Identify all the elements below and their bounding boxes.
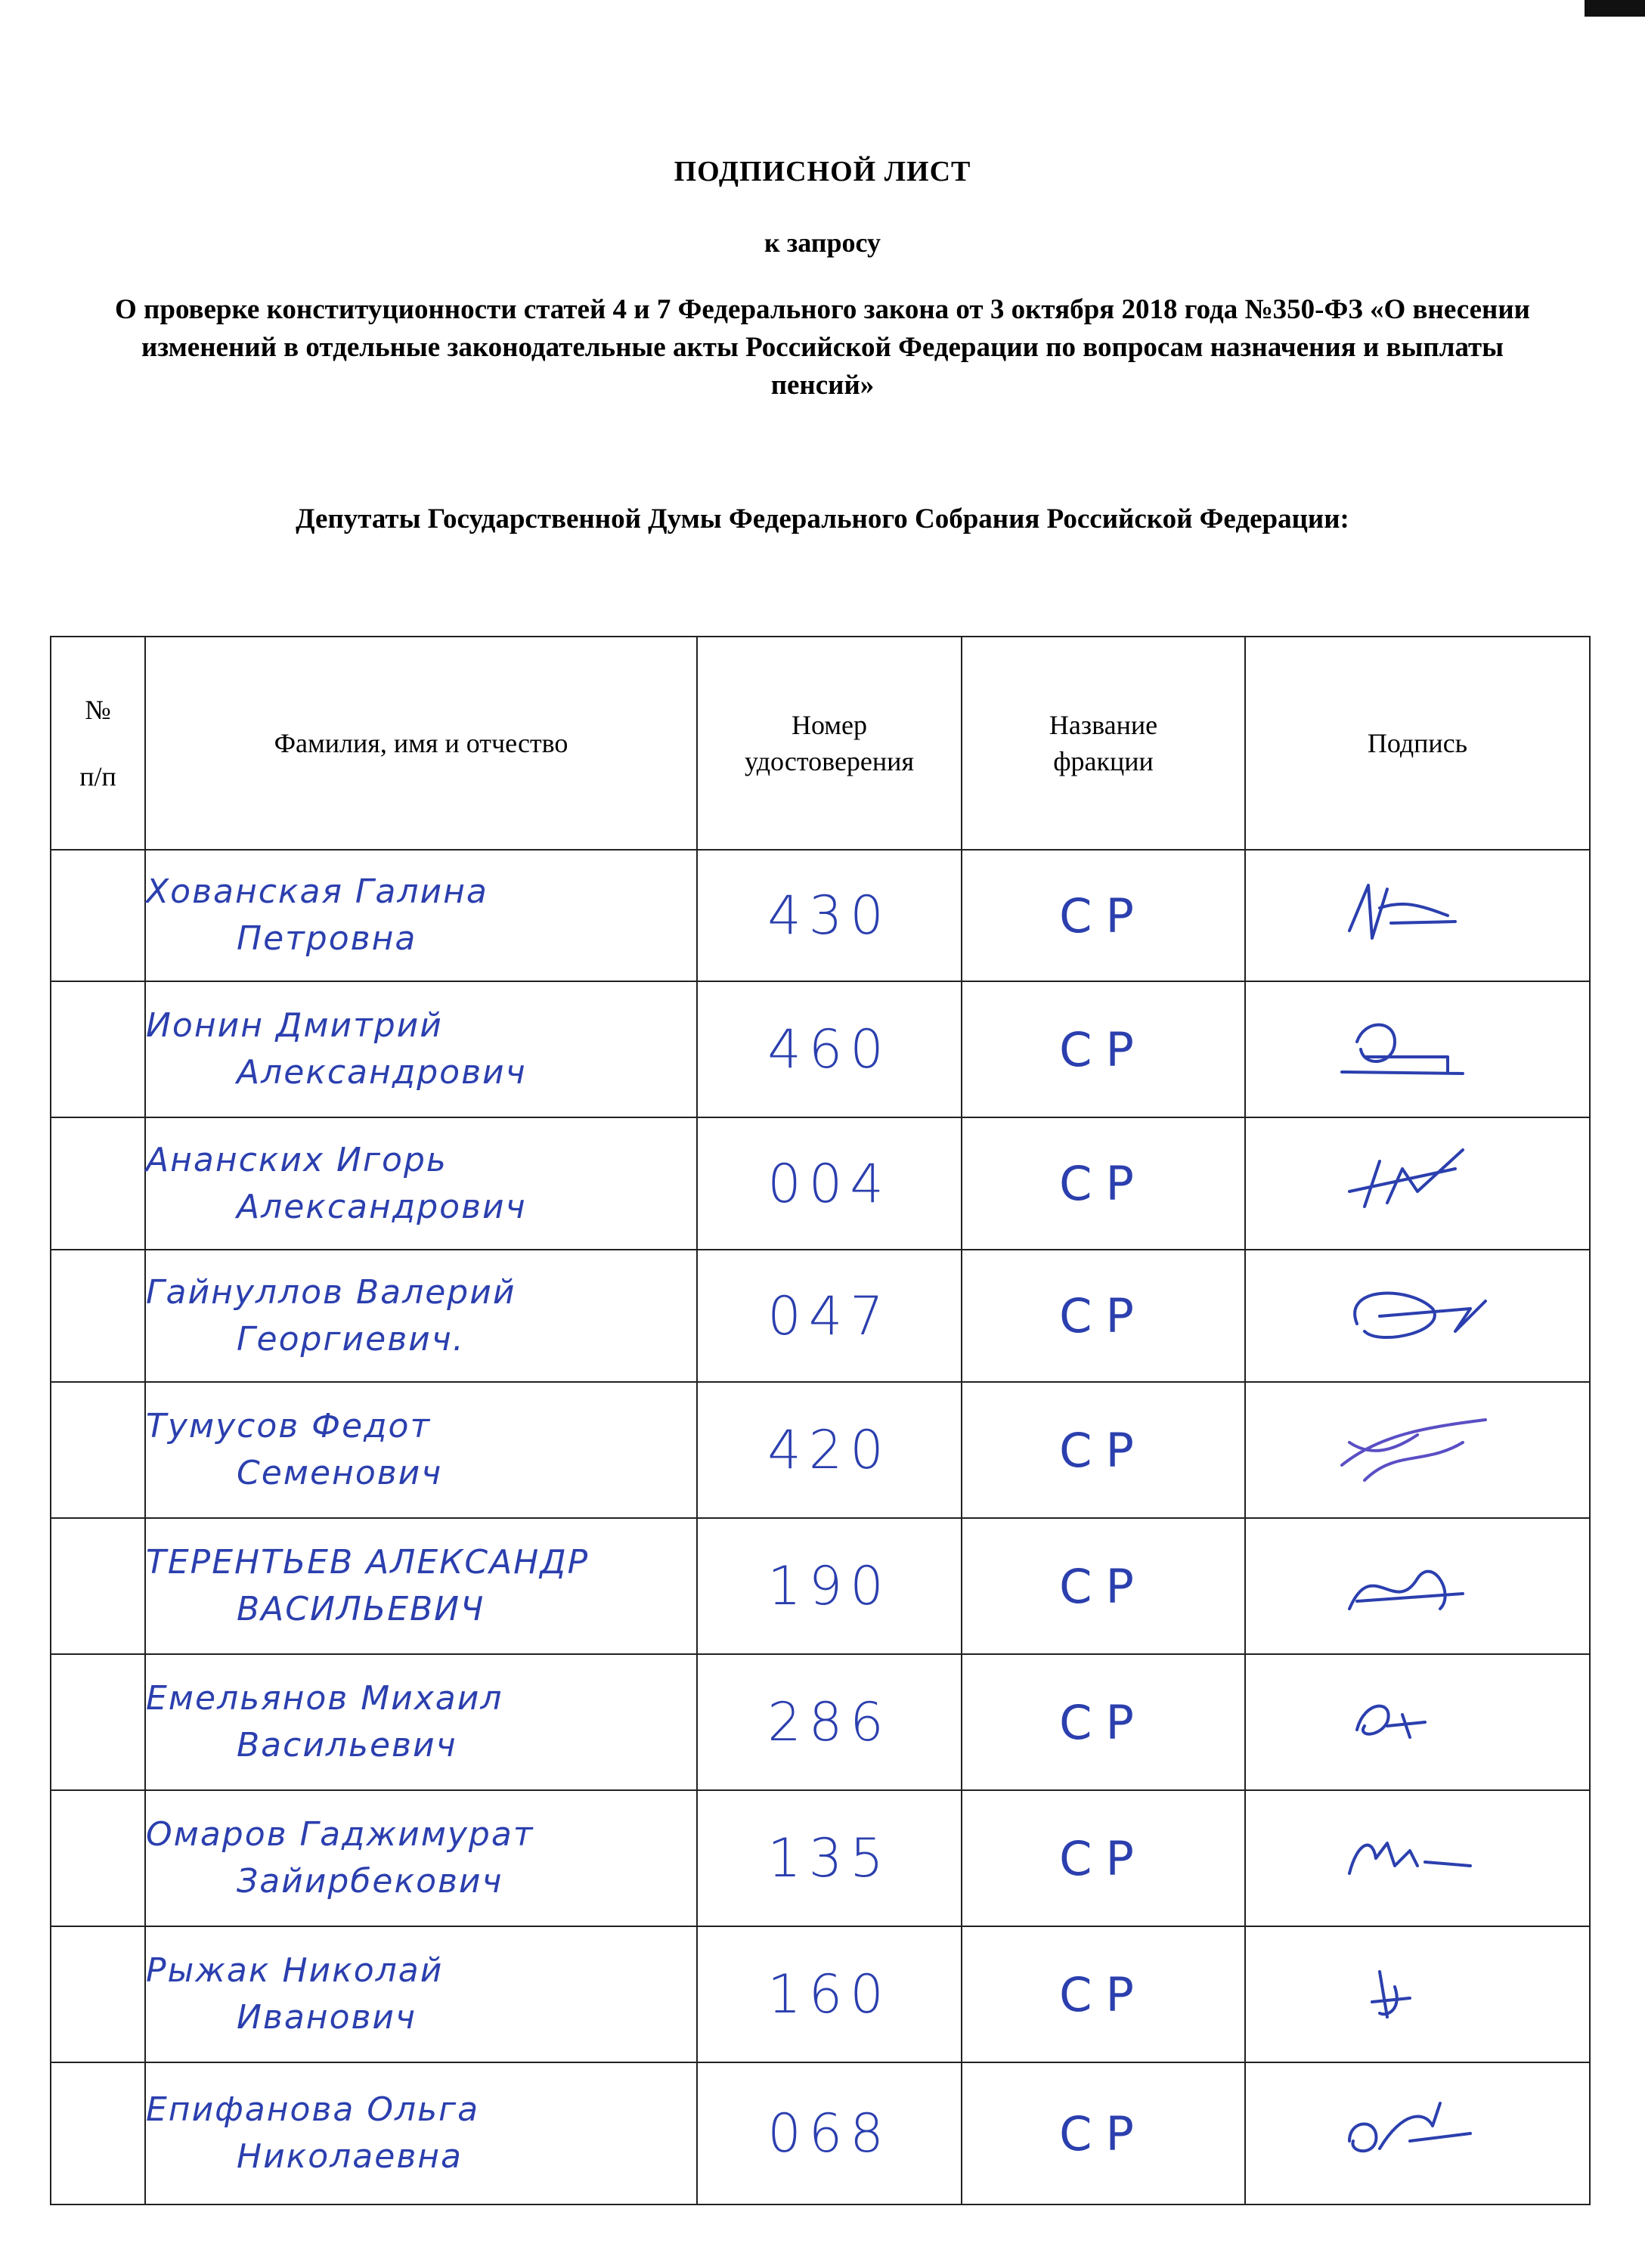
deputy-name-line: Тумусов Федот: [146, 1407, 432, 1445]
handwritten-signature-icon: [1334, 1008, 1501, 1091]
deputy-name-line: ТЕРЕНТЬЕВ АЛЕКСАНДР: [146, 1543, 590, 1582]
handwritten-signature-icon: [1334, 1275, 1501, 1358]
table-row: [51, 1926, 1590, 2062]
column-header-certificate: Номер удостоверения: [697, 637, 962, 850]
faction-name: СР: [1059, 1422, 1148, 1478]
certificate-number-cell: [697, 1654, 962, 1790]
signature-cell: [1245, 1382, 1590, 1518]
table-row: [51, 1117, 1590, 1250]
faction-cell: [962, 850, 1245, 981]
faction-name: СР: [1059, 1830, 1148, 1886]
row-number-cell: [51, 981, 145, 1117]
certificate-number-cell: [697, 1518, 962, 1654]
row-number-cell: [51, 1117, 145, 1250]
faction-name: СР: [1059, 1694, 1148, 1750]
certificate-number: 047: [767, 1284, 891, 1347]
deputy-name-line: Хованская Галина: [146, 872, 488, 911]
deputy-name-cell: [145, 1518, 697, 1654]
certificate-number: 135: [767, 1827, 891, 1889]
table-row: [51, 2062, 1590, 2204]
table-row: [51, 1654, 1590, 1790]
signature-cell: [1245, 1654, 1590, 1790]
table-row: [51, 1250, 1590, 1382]
row-number-cell: [51, 1382, 145, 1518]
table-row: [51, 1790, 1590, 1926]
row-number-cell: [51, 1654, 145, 1790]
column-header-faction: Название фракции: [962, 637, 1245, 850]
deputy-patronymic-line: Петровна: [237, 919, 417, 958]
scan-corner-mark: [1585, 0, 1645, 17]
deputy-name-cell: [145, 981, 697, 1117]
deputy-name-line: Епифанова Ольга: [146, 2090, 480, 2129]
handwritten-signature-icon: [1334, 1953, 1501, 2036]
deputy-name-line: Ионин Дмитрий: [146, 1006, 443, 1045]
deputy-patronymic-line: Георгиевич.: [237, 1319, 465, 1359]
faction-cell: [962, 2062, 1245, 2204]
deputy-name-cell: [145, 1926, 697, 2062]
faction-cell: [962, 1250, 1245, 1382]
certificate-number: 430: [767, 885, 891, 947]
certificate-number-cell: [697, 2062, 962, 2204]
handwritten-signature-icon: [1334, 1408, 1501, 1492]
table-row: [51, 981, 1590, 1117]
certificate-number-cell: [697, 1117, 962, 1250]
deputy-patronymic-line: Николаевна: [237, 2137, 463, 2176]
deputy-name-cell: [145, 1790, 697, 1926]
deputy-name-line: Гайнуллов Валерий: [146, 1272, 516, 1312]
deputy-name-cell: [145, 850, 697, 981]
faction-cell: [962, 1926, 1245, 2062]
deputy-name-line: Ананских Игорь: [146, 1140, 448, 1179]
certificate-number: 004: [767, 1152, 891, 1215]
faction-cell: [962, 1518, 1245, 1654]
faction-cell: [962, 1382, 1245, 1518]
column-header-signature: Подпись: [1245, 637, 1590, 850]
certificate-number: 420: [767, 1419, 891, 1481]
certificate-number-cell: [697, 1926, 962, 2062]
faction-cell: [962, 1654, 1245, 1790]
deputy-name-line: Омаров Гаджимурат: [146, 1815, 534, 1854]
row-number-cell: [51, 850, 145, 981]
certificate-number-cell: [697, 1250, 962, 1382]
certificate-number-cell: [697, 1790, 962, 1926]
handwritten-signature-icon: [1334, 874, 1501, 957]
table-header-row: [51, 637, 1590, 850]
certificate-number-cell: [697, 1382, 962, 1518]
number-sign-label: №: [85, 695, 111, 725]
deputies-heading: Депутаты Государственной Думы Федерального Собрания Российской Федерации:: [296, 503, 1349, 534]
handwritten-signature-icon: [1334, 1545, 1501, 1628]
deputy-patronymic-line: Иванович: [237, 1998, 417, 2037]
handwritten-signature-icon: [1334, 1817, 1501, 1900]
signature-cell: [1245, 1250, 1590, 1382]
column-header-number: [51, 637, 145, 850]
deputy-patronymic-line: Васильевич: [237, 1726, 457, 1765]
signature-cell: [1245, 1117, 1590, 1250]
faction-cell: [962, 1790, 1245, 1926]
signature-cell: [1245, 1518, 1590, 1654]
signature-table: [50, 636, 1591, 2205]
faction-name: СР: [1059, 1021, 1148, 1077]
handwritten-signature-icon: [1334, 1142, 1501, 1225]
deputy-name-cell: [145, 1382, 697, 1518]
document-title: ПОДПИСНОЙ ЛИСТ: [674, 156, 971, 187]
deputy-name-cell: [145, 2062, 697, 2204]
certificate-number: 190: [767, 1555, 891, 1617]
column-header-name: Фамилия, имя и отчество: [145, 637, 697, 850]
deputy-patronymic-line: Семенович: [237, 1454, 443, 1492]
signature-cell: [1245, 981, 1590, 1117]
faction-name: СР: [1059, 888, 1148, 943]
row-number-cell: [51, 1250, 145, 1382]
faction-cell: [962, 1117, 1245, 1250]
row-number-cell: [51, 1926, 145, 2062]
deputy-name-cell: [145, 1654, 697, 1790]
certificate-number: 286: [767, 1691, 891, 1753]
deputy-patronymic-line: Зайирбекович: [237, 1862, 503, 1901]
certificate-number: 460: [767, 1018, 891, 1080]
faction-name: СР: [1059, 2105, 1148, 2161]
table-row: [51, 1518, 1590, 1654]
request-subject: О проверке конституционности статей 4 и 7 Федерального закона от 3 октября 2018 года №350-ФЗ «О внесении изменений в отдельные законодательные акты Российской Федерации по вопросам назначения и выплаты пенсий»: [115, 294, 1530, 401]
row-number-cell: [51, 2062, 145, 2204]
certificate-number: 068: [767, 2102, 891, 2164]
row-number-cell: [51, 1790, 145, 1926]
deputy-name-line: Емельянов Михаил: [146, 1679, 503, 1718]
handwritten-signature-icon: [1334, 1681, 1501, 1764]
deputy-name-line: Рыжак Николай: [146, 1951, 444, 1990]
faction-name: СР: [1059, 1156, 1148, 1211]
document-subtitle: к запросу: [764, 228, 881, 258]
deputy-patronymic-line: Александрович: [237, 1053, 527, 1092]
signature-cell: [1245, 1926, 1590, 2062]
number-abbrev-label: п/п: [79, 761, 116, 792]
deputy-name-cell: [145, 1117, 697, 1250]
faction-name: СР: [1059, 1558, 1148, 1614]
signature-cell: [1245, 2062, 1590, 2204]
faction-cell: [962, 981, 1245, 1117]
signature-cell: [1245, 850, 1590, 981]
row-number-cell: [51, 1518, 145, 1654]
signature-cell: [1245, 1790, 1590, 1926]
deputy-name-cell: [145, 1250, 697, 1382]
handwritten-signature-icon: [1334, 2092, 1501, 2175]
faction-name: СР: [1059, 1966, 1148, 2022]
certificate-number: 160: [767, 1963, 891, 2025]
table-row: [51, 1382, 1590, 1518]
table-row: [51, 850, 1590, 981]
certificate-number-cell: [697, 850, 962, 981]
deputy-patronymic-line: Александрович: [237, 1187, 527, 1226]
deputy-patronymic-line: ВАСИЛЬЕВИЧ: [237, 1590, 485, 1628]
faction-name: СР: [1059, 1288, 1148, 1343]
certificate-number-cell: [697, 981, 962, 1117]
